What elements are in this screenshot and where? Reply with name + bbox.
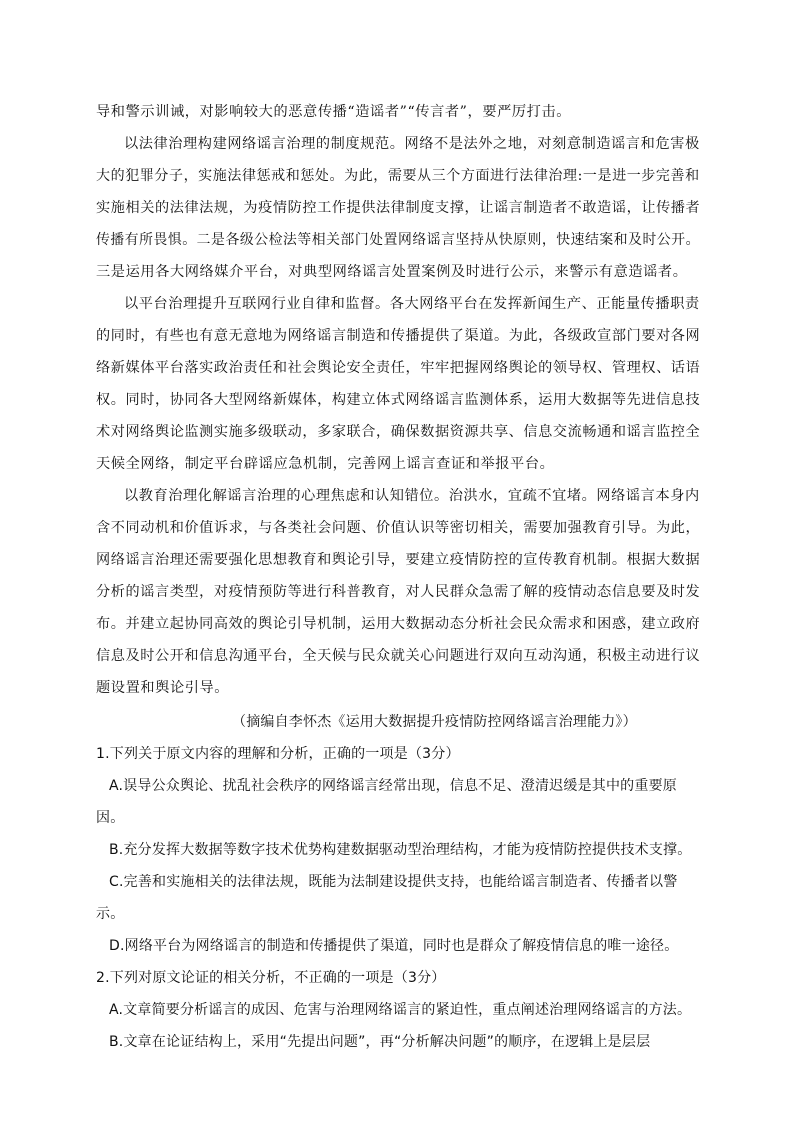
article-line: 网络谣言治理还需要强化思想教育和舆论引导，要建立疫情防控的宣传教育机制。根据大数据 [96,552,701,568]
question-1-option-b: B.充分发挥大数据等数字技术优势构建数据驱动型治理结构，才能为疫情防控提供技术支撑。 [109,842,692,858]
article-paragraph-start: 以法律治理构建网络谣言治理的制度规范。网络不是法外之地，对刻意制造谣言和危害极 [124,136,700,152]
source-citation: （摘编自李怀杰《运用大数据提升疫情防控网络谣言治理能力》） [232,714,637,730]
question-2-option-a: A.文章简要分析谣言的成因、危害与治理网络谣言的紧迫性，重点阐述治理网络谣言的方法。 [109,1002,692,1018]
question-1-option-a: A.误导公众舆论、扰乱社会秩序的网络谣言经常出现，信息不足、澄清迟缓是其中的重要原 [109,778,677,794]
article-paragraph-start: 以平台治理提升互联网行业自律和监督。各大网络平台在发挥新闻生产、正能量传播职责 [124,296,700,312]
article-line: 导和警示训诫，对影响较大的恶意传播“造谣者”“传言者”，要严厉打击。 [96,104,572,120]
question-2-stem: 2.下列对原文论证的相关分析，不正确的一项是（3分） [96,970,446,986]
article-line: 实施相关的法律法规，为疫情防控工作提供法律制度支撑，让谣言制造者不敢造谣，让传播者 [96,200,701,216]
article-line: 布。并建立起协同高效的舆论引导机制，运用大数据动态分析社会民众需求和困惑，建立政府 [96,616,701,632]
article-line: 含不同动机和价值诉求，与各类社会问题、价值认识等密切相关，需要加强教育引导。为此， [96,520,701,536]
question-1-option-a-cont: 因。 [96,810,125,826]
article-line: 术对网络舆论监测实施多级联动，多家联合，确保数据资源共享、信息交流畅通和谣言监控全 [96,424,701,440]
article-line: 分析的谣言类型，对疫情预防等进行科普教育，对人民群众急需了解的疫情动态信息要及时发 [96,584,701,600]
article-line: 大的犯罪分子，实施法律惩戒和惩处。为此，需要从三个方面进行法律治理:一是进一步完善和 [96,168,700,184]
article-line: 权。同时，协同各大型网络新媒体，构建立体式网络谣言监测体系，运用大数据等先进信息技 [96,392,701,408]
question-2-option-b: B.文章在论证结构上，采用“先提出问题”，再“分析解决问题”的顺序，在逻辑上是层层 [109,1034,651,1050]
question-1-option-c-cont: 示。 [96,906,125,922]
article-paragraph-start: 以教育治理化解谣言治理的心理焦虑和认知错位。治洪水，宜疏不宜堵。网络谣言本身内 [124,488,700,504]
article-line: 传播有所畏惧。二是各级公检法等相关部门处置网络谣言坚持从快原则，快速结案和及时公开。 [96,232,701,248]
article-line: 信息及时公开和信息沟通平台，全天候与民众就关心问题进行双向互动沟通，积极主动进行议 [96,648,701,664]
question-1-option-d: D.网络平台为网络谣言的制造和传播提供了渠道，同时也是群众了解疫情信息的唯一途径。 [109,938,679,954]
article-line: 络新媒体平台落实政治责任和社会舆论安全责任，牢牢把握网络舆论的领导权、管理权、话语 [96,360,701,376]
article-line: 的同时，有些也有意无意地为网络谣言制造和传播提供了渠道。为此，各级政宣部门要对各网 [96,328,701,344]
article-line: 天候全网络，制定平台辟谣应急机制，完善网上谣言查证和举报平台。 [96,456,555,472]
question-1-option-c: C.完善和实施相关的法律法规，既能为法制建设提供支持，也能给谣言制造者、传播者以警 [109,874,678,890]
article-line: 题设置和舆论引导。 [96,680,230,696]
article-line: 三是运用各大网络媒介平台，对典型网络谣言处置案例及时进行公示，来警示有意造谣者。 [96,264,688,280]
question-1-stem: 1.下列关于原文内容的理解和分析，正确的一项是（3分） [96,746,460,762]
